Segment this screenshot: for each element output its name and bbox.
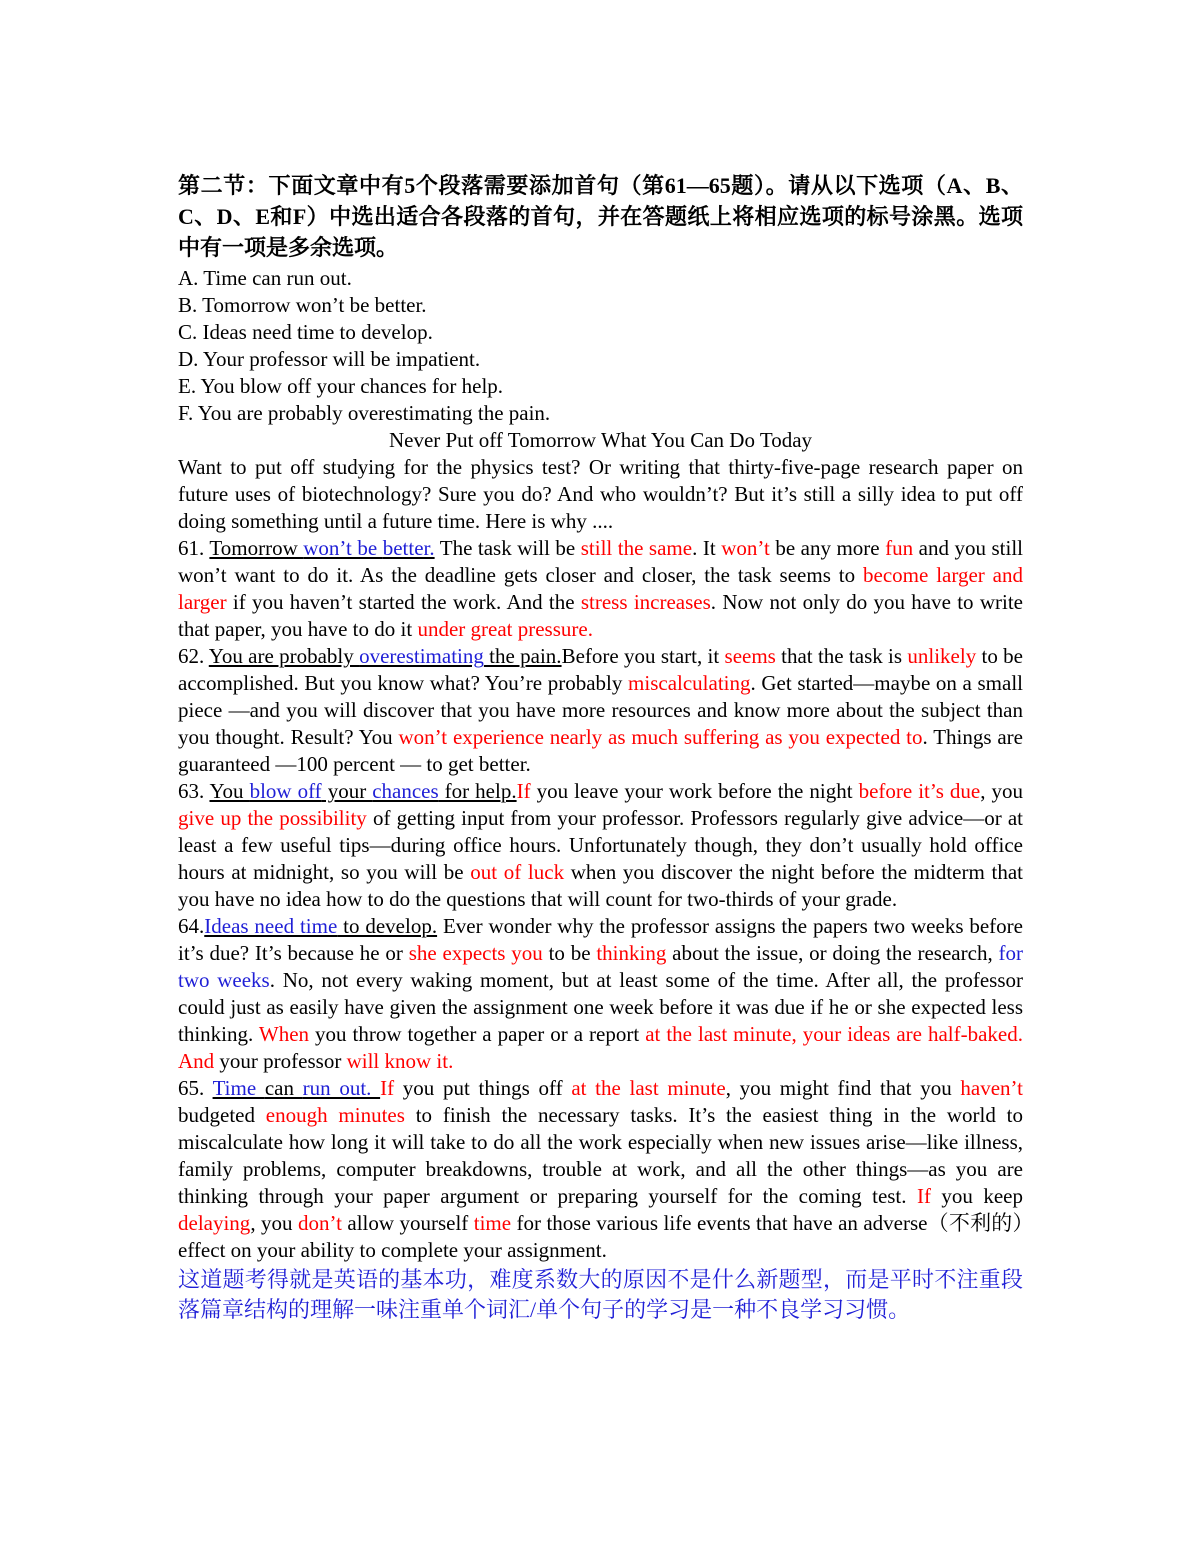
paragraph-text: of getting input from your professor. Professors regularly give advice—or at least a few useful tips—during office hours. Unfortunately though, they don’t usually hold office hours at midnight, so you will be bbox=[178, 806, 1023, 884]
teacher-note: 这道题考得就是英语的基本功，难度系数大的原因不是什么新题型，而是平时不注重段落篇章结构的理解一味注重单个词汇/单个句子的学习是一种不良学习习惯。 bbox=[178, 1267, 1023, 1322]
paragraph-text: when you discover the night before the midterm that you have no idea how to do the questions that will count for two-thirds of your grade. bbox=[178, 860, 1023, 911]
question-number: 62. bbox=[178, 644, 209, 668]
paragraph-text: . It bbox=[692, 536, 722, 560]
highlight-red: become larger and larger bbox=[178, 563, 1023, 614]
paragraph-63 bbox=[178, 778, 1023, 913]
paragraph-text: . Now not only do you have to write that paper, you have to do it bbox=[178, 590, 1024, 641]
question-number: 65. bbox=[178, 1076, 213, 1100]
question-number: 64. bbox=[178, 914, 205, 938]
paragraph-65 bbox=[178, 1075, 1023, 1264]
answer-keyword: Time bbox=[212, 1076, 265, 1100]
highlight-red: at the last minute bbox=[571, 1076, 726, 1100]
question-number: 61. bbox=[178, 536, 210, 560]
paragraph-text: allow yourself bbox=[341, 1211, 474, 1235]
paragraph-text: to finish the necessary tasks. It’s the easiest thing in the world to miscalculate how long it will take to do all the work especially when new issues arise—like illness, family problems, computer breakdowns, trouble at work, and all the other things—as you are thinking through your paper argument or preparing yourself for the coming test. bbox=[178, 1103, 1023, 1208]
answer-text: You are probably bbox=[208, 644, 360, 668]
paragraph-text: Before you start, it bbox=[561, 644, 725, 668]
option-c: C. Ideas need time to develop. bbox=[178, 320, 433, 344]
highlight-red: time bbox=[473, 1211, 512, 1235]
answer-text: for help. bbox=[438, 779, 517, 803]
paragraph-text: . No, not every waking moment, but at least some of the time. After all, the professor could just as easily have given the assignment one week before it was due if he or she expected less thinking. bbox=[178, 968, 1023, 1046]
paragraph-62 bbox=[178, 643, 1023, 778]
answer-sentence bbox=[209, 536, 434, 560]
paragraph-text: . Things are guaranteed —100 percent — to get better. bbox=[178, 725, 1023, 776]
highlight-red: miscalculating bbox=[628, 671, 751, 695]
paragraph-text: , you might find that you bbox=[725, 1076, 961, 1100]
paragraph-text: your professor bbox=[214, 1049, 347, 1073]
paragraph-text: for those various life events that have an adverse（不利的）effect on your ability to complete your assignment. bbox=[178, 1211, 1023, 1262]
paragraph-text: that the task is bbox=[775, 644, 908, 668]
answer-text: the pain. bbox=[483, 644, 562, 668]
highlight-red: she expects you bbox=[408, 941, 543, 965]
highlight-red: will know it. bbox=[346, 1049, 454, 1073]
paragraph-text: Ever wonder why the professor assigns the papers two weeks before it’s due? It’s because he or bbox=[178, 914, 1023, 965]
highlight-red: still the same bbox=[580, 536, 693, 560]
paragraph-text: . Get started—maybe on a small piece —and you will discover that you have more resources and know more about the subject than you thought. Result? You bbox=[178, 671, 1023, 749]
highlight-blue: for two weeks bbox=[178, 941, 1023, 992]
answer-text: your bbox=[321, 779, 373, 803]
highlight-red: If bbox=[516, 779, 531, 803]
highlight-red: out of luck bbox=[470, 860, 565, 884]
highlight-red: If bbox=[380, 1076, 395, 1100]
paragraph-text: budgeted bbox=[178, 1103, 266, 1127]
highlight-red: under great pressure. bbox=[417, 617, 593, 641]
paragraph-text: you throw together a paper or a report bbox=[309, 1022, 646, 1046]
paragraph-text: you keep bbox=[930, 1184, 1023, 1208]
paragraph-text: you leave your work before the night bbox=[530, 779, 859, 803]
paragraph-text: The task will be bbox=[434, 536, 581, 560]
paragraph-text: to be accomplished. But you know what? You’re probably bbox=[178, 644, 1023, 695]
answer-keyword: won’t be bbox=[303, 536, 383, 560]
paragraph-text: about the issue, or doing the research, bbox=[666, 941, 999, 965]
paragraph-text: you put things off bbox=[394, 1076, 572, 1100]
highlight-red: thinking bbox=[596, 941, 667, 965]
paragraph-64 bbox=[178, 913, 1023, 1075]
answer-keyword: chances bbox=[372, 779, 439, 803]
highlight-red: don’t bbox=[297, 1211, 342, 1235]
paragraph-text: be any more bbox=[769, 536, 886, 560]
highlight-red: If bbox=[916, 1184, 931, 1208]
option-e: E. You blow off your chances for help. bbox=[178, 374, 504, 398]
paragraph-text: and you still won’t want to do it. As the deadline gets closer and closer, the task seems to bbox=[178, 536, 1023, 587]
section-instructions: 第二节：下面文章中有5个段落需要添加首句（第61—65题）。请从以下选项（A、B、C、D、E和F）中选出适合各段落的首句，并在答题纸上将相应选项的标号涂黑。选项中有一项是多余选项。 bbox=[178, 173, 1023, 260]
paragraph-text: to be bbox=[542, 941, 597, 965]
answer-keyword: run out. bbox=[302, 1076, 381, 1100]
option-a: A. Time can run out. bbox=[178, 266, 352, 290]
answer-text: can bbox=[264, 1076, 303, 1100]
highlight-red: give up the possibility bbox=[178, 806, 367, 830]
answer-text: Tomorrow bbox=[209, 536, 304, 560]
answer-text: to develop. bbox=[337, 914, 438, 938]
answer-text: You bbox=[209, 779, 250, 803]
highlight-red: seems bbox=[724, 644, 776, 668]
document-page bbox=[178, 170, 1023, 1325]
answer-sentence bbox=[209, 779, 516, 803]
highlight-red: fun bbox=[885, 536, 914, 560]
highlight-red: at the last minute, your ideas are half-baked. And bbox=[178, 1022, 1023, 1073]
paragraph-61 bbox=[178, 535, 1023, 643]
answer-keyword: better. bbox=[382, 536, 435, 560]
answer-keyword: overestimating bbox=[359, 644, 484, 668]
highlight-red: stress increases bbox=[580, 590, 711, 614]
answer-sentence bbox=[213, 1076, 381, 1100]
highlight-red: before it’s due bbox=[858, 779, 981, 803]
highlight-red: won’t experience nearly as much suffering as you expected to bbox=[398, 725, 923, 749]
paragraph-text: , you bbox=[250, 1211, 298, 1235]
paragraph-text: , you bbox=[980, 779, 1023, 803]
highlight-red: unlikely bbox=[907, 644, 977, 668]
passage-title: Never Put off Tomorrow What You Can Do Today bbox=[388, 428, 813, 452]
answer-keyword: blow off bbox=[249, 779, 322, 803]
highlight-red: delaying bbox=[178, 1211, 251, 1235]
answer-keyword: Ideas need time bbox=[204, 914, 338, 938]
option-b: B. Tomorrow won’t be better. bbox=[178, 293, 427, 317]
options-list bbox=[178, 265, 1023, 427]
highlight-red: enough minutes bbox=[265, 1103, 405, 1127]
question-number: 63. bbox=[178, 779, 210, 803]
answer-sentence bbox=[204, 914, 437, 938]
option-d: D. Your professor will be impatient. bbox=[178, 347, 481, 371]
option-f: F. You are probably overestimating the pain. bbox=[178, 401, 551, 425]
paragraph-text: if you haven’t started the work. And the bbox=[226, 590, 581, 614]
highlight-red: When bbox=[258, 1022, 310, 1046]
highlight-red: haven’t bbox=[960, 1076, 1023, 1100]
answer-sentence bbox=[209, 644, 562, 668]
highlight-red: won’t bbox=[721, 536, 770, 560]
intro-paragraph: Want to put off studying for the physics test? Or writing that thirty-five-page research paper on future uses of biotechnology? Sure you do? And who wouldn’t? But it’s still a silly idea to put off doing something until a future time. Here is why .... bbox=[178, 455, 1023, 533]
